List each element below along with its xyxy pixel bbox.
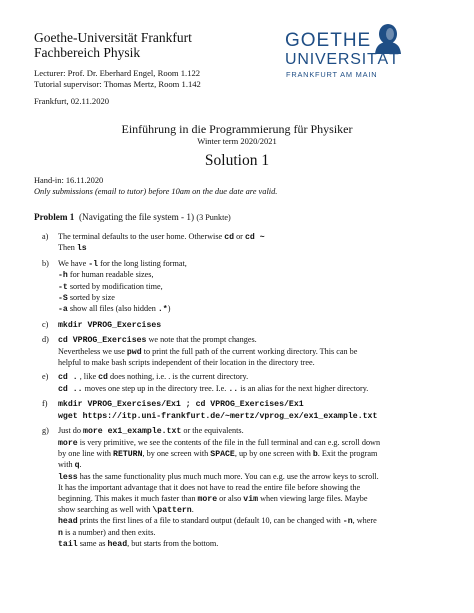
code-snippet: mkdir VPROG_Exercises bbox=[58, 320, 162, 330]
course-title: Einführung in die Programmierung für Physiker bbox=[121, 122, 353, 136]
text-fragment: , but starts from the bottom. bbox=[127, 539, 219, 549]
text-fragment: moves one step up in the directory tree. I.e. bbox=[82, 383, 229, 393]
item-line bbox=[58, 449, 452, 460]
tutorial-line: Tutorial supervisor: Thomas Mertz, Room 1.142 bbox=[34, 79, 201, 89]
code-snippet: ls bbox=[76, 244, 87, 254]
code-snippet: wget https://itp.uni-frankfurt.de/~mertz/vprog_ex/ex1_example.txt bbox=[58, 411, 378, 421]
solution-items bbox=[42, 232, 452, 555]
code-snippet: vim bbox=[243, 494, 259, 504]
item-line bbox=[58, 516, 452, 527]
text-fragment: sorted by size bbox=[67, 293, 115, 303]
item-line bbox=[58, 399, 452, 410]
text-fragment: to print the full path of the current working directory. This can be bbox=[141, 346, 358, 356]
logo-word-universitaet: UNIVERSITÄT bbox=[285, 51, 400, 68]
code-snippet: \pattern bbox=[152, 505, 192, 515]
problem-title: (Navigating the file system - 1) bbox=[79, 212, 195, 222]
text-fragment: Nevertheless we use bbox=[58, 346, 127, 356]
item-line bbox=[58, 372, 452, 383]
code-snippet: tail bbox=[58, 540, 78, 550]
text-fragment: , by one screen with bbox=[142, 448, 211, 458]
text-fragment: It has the important advantage that it does not have to read the entire file before showing the bbox=[58, 483, 361, 493]
code-snippet: n bbox=[58, 528, 63, 538]
item-line bbox=[58, 505, 452, 516]
text-fragment: helpful to make bash scripts independent of their location in the directory tree. bbox=[58, 358, 315, 368]
solution-item bbox=[42, 232, 452, 255]
solution-item bbox=[42, 320, 452, 331]
code-snippet: more ex1_example.txt bbox=[83, 427, 182, 437]
code-snippet: less bbox=[58, 472, 78, 482]
item-label: b) bbox=[42, 258, 49, 268]
text-fragment: or the equivalents. bbox=[181, 426, 244, 436]
code-snippet: -n bbox=[342, 517, 353, 527]
problem-label: Problem 1 bbox=[34, 212, 75, 222]
problem-heading bbox=[34, 212, 231, 222]
handin-date: Hand-in: 16.11.2020 bbox=[34, 176, 104, 185]
text-fragment: , up by one screen with bbox=[234, 448, 313, 458]
solution-item bbox=[42, 259, 452, 316]
item-label: c) bbox=[42, 319, 49, 329]
text-fragment: We have bbox=[58, 258, 89, 268]
lecturer-line: Lecturer: Prof. Dr. Eberhard Engel, Room 1.122 bbox=[34, 68, 201, 78]
code-snippet: SPACE bbox=[210, 449, 235, 459]
text-fragment: with bbox=[58, 460, 75, 470]
item-line bbox=[58, 232, 452, 243]
solution-item bbox=[42, 426, 452, 550]
logo-word-frankfurt: FRANKFURT AM MAIN bbox=[286, 70, 378, 79]
text-fragment: The terminal defaults to the user home. Otherwise bbox=[58, 232, 225, 241]
item-line bbox=[58, 528, 452, 539]
text-fragment: or bbox=[234, 232, 245, 241]
solution-title: Solution 1 bbox=[204, 152, 270, 169]
item-label: g) bbox=[42, 426, 49, 436]
problem-points: (3 Punkte) bbox=[196, 213, 231, 222]
code-snippet: -h bbox=[58, 271, 68, 281]
text-fragment: show all files (also hidden bbox=[67, 304, 158, 314]
item-line bbox=[58, 335, 452, 346]
item-line bbox=[58, 460, 452, 471]
item-line bbox=[58, 472, 452, 483]
item-line bbox=[58, 347, 452, 358]
code-snippet: cd bbox=[98, 373, 108, 383]
text-fragment: when viewing large files. Maybe bbox=[258, 493, 368, 503]
text-fragment: for human readable sizes, bbox=[67, 270, 154, 280]
text-fragment: has the same functionality plus much much more. You can e.g. use the arrow keys to scroll. bbox=[77, 471, 379, 481]
code-snippet: -a bbox=[58, 305, 68, 315]
item-line bbox=[58, 270, 452, 281]
item-label: e) bbox=[42, 372, 49, 382]
logo-word-goethe: GOETHE bbox=[285, 30, 372, 51]
code-snippet: -S bbox=[58, 294, 68, 304]
code-snippet: head bbox=[107, 540, 128, 550]
code-snippet: .* bbox=[157, 305, 168, 315]
handin-note: Only submissions (email to tutor) before 10am on the due date are valid. bbox=[34, 186, 278, 196]
item-label: a) bbox=[42, 232, 49, 241]
item-line bbox=[58, 243, 452, 254]
text-fragment: does nothing, i.e. . is the current directory. bbox=[107, 372, 249, 382]
code-snippet: cd . bbox=[58, 373, 78, 383]
item-line bbox=[58, 358, 452, 368]
institution-header bbox=[34, 30, 192, 60]
code-snippet: b bbox=[312, 449, 318, 459]
text-fragment: , like bbox=[77, 372, 99, 382]
item-line bbox=[58, 438, 452, 449]
text-fragment: , where bbox=[352, 516, 377, 526]
code-snippet: cd ~ bbox=[244, 233, 265, 242]
code-snippet: RETURN bbox=[113, 449, 143, 459]
code-snippet: cd bbox=[224, 233, 235, 242]
text-fragment: for the long listing format, bbox=[98, 258, 187, 268]
item-line bbox=[58, 494, 452, 505]
item-line bbox=[58, 426, 452, 437]
institution-name: Goethe-Universität Frankfurt bbox=[34, 30, 192, 45]
item-line bbox=[58, 384, 452, 395]
text-fragment: is very primitive, we see the contents of the file in the full terminal and can e.g. scroll down bbox=[77, 437, 381, 447]
text-fragment: by one line with bbox=[58, 448, 114, 458]
text-fragment: ) bbox=[167, 304, 171, 314]
text-fragment: beginning. This makes it much faster than bbox=[58, 493, 198, 503]
staff-info bbox=[34, 68, 201, 90]
code-snippet: pwd bbox=[126, 347, 142, 357]
solution-item bbox=[42, 335, 452, 368]
text-fragment: . bbox=[79, 460, 82, 470]
code-snippet: .. bbox=[228, 384, 239, 394]
text-fragment: Then bbox=[58, 243, 77, 253]
item-line bbox=[58, 539, 452, 550]
text-fragment: same as bbox=[77, 539, 108, 549]
text-fragment: . bbox=[191, 504, 194, 514]
item-line bbox=[58, 483, 452, 493]
text-fragment: we note that the prompt changes. bbox=[146, 335, 257, 345]
item-line bbox=[58, 259, 452, 270]
term-line: Winter term 2020/2021 bbox=[197, 136, 277, 146]
goethe-portrait-icon bbox=[370, 22, 406, 54]
item-line bbox=[58, 411, 452, 422]
item-line bbox=[58, 320, 452, 331]
code-snippet: head bbox=[58, 517, 78, 527]
code-snippet: more bbox=[58, 438, 78, 448]
text-fragment: prints the first lines of a file to standard output (default 10, can be changed with bbox=[77, 516, 343, 526]
code-snippet: -t bbox=[58, 282, 68, 292]
code-snippet: cd VPROG_Exercises bbox=[58, 336, 147, 346]
text-fragment: sorted by modification time, bbox=[67, 281, 163, 291]
item-line bbox=[58, 304, 452, 315]
goethe-university-logo bbox=[285, 22, 447, 79]
item-line bbox=[58, 282, 452, 293]
handin-info bbox=[34, 176, 277, 197]
code-snippet: -l bbox=[88, 259, 99, 269]
code-snippet: q bbox=[74, 461, 80, 471]
item-label: d) bbox=[42, 335, 49, 345]
code-snippet: cd .. bbox=[58, 384, 83, 394]
item-line bbox=[58, 293, 452, 304]
text-fragment: is an alias for the next higher directory. bbox=[238, 383, 369, 393]
code-snippet: more bbox=[197, 494, 218, 504]
text-fragment: Just do bbox=[58, 426, 84, 436]
text-fragment: or also bbox=[217, 493, 244, 503]
solution-item bbox=[42, 399, 452, 422]
text-fragment: . Exit the program bbox=[317, 448, 378, 458]
code-snippet: mkdir VPROG_Exercises/Ex1 ; cd VPROG_Exercises/Ex1 bbox=[58, 400, 304, 410]
solution-item bbox=[42, 372, 452, 395]
department-name: Fachbereich Physik bbox=[34, 45, 141, 60]
item-label: f) bbox=[42, 399, 48, 409]
text-fragment: show searching as well with bbox=[58, 504, 153, 514]
text-fragment: is a number) and then exits. bbox=[62, 527, 156, 537]
date-line: Frankfurt, 02.11.2020 bbox=[34, 96, 110, 106]
